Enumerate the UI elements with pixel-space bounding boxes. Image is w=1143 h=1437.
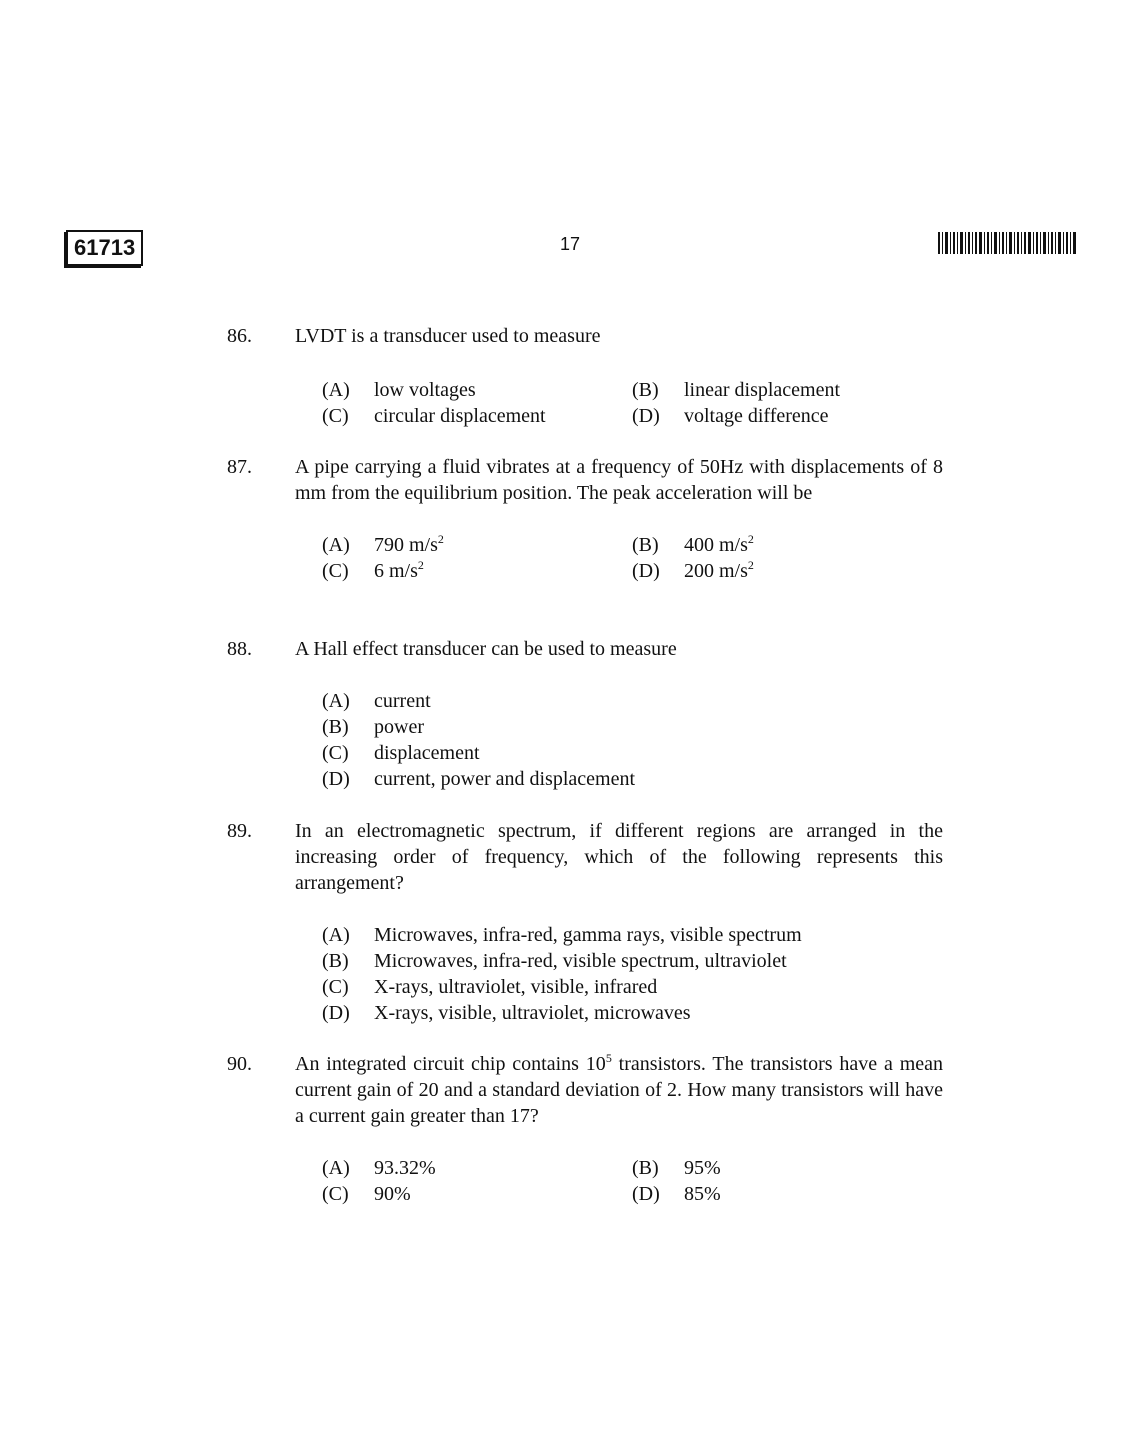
option-c [322, 974, 922, 1000]
option-label: (B) [632, 379, 659, 401]
option-label: (A) [322, 534, 350, 556]
option-a [322, 688, 922, 714]
option-d [632, 403, 932, 429]
option-label: (D) [322, 768, 350, 790]
question-number: 86. [227, 325, 252, 347]
question-text: In an electromagnetic spectrum, if different regions are arranged in the increasing order of frequency, which of the following represents this arrangement? [295, 820, 943, 894]
option-text: 95% [684, 1157, 721, 1179]
options [322, 922, 943, 1026]
option-label: (A) [322, 690, 350, 712]
superscript: 2 [747, 558, 754, 572]
option-b [632, 377, 932, 403]
question-88 [227, 636, 943, 792]
option-label: (B) [632, 1157, 659, 1179]
options [322, 688, 943, 792]
option-b [322, 948, 922, 974]
options [322, 532, 943, 584]
option-text: Microwaves, infra-red, visible spectrum, ultraviolet [374, 950, 787, 972]
option-text: 790 $m/s^2$ [374, 532, 444, 556]
option-text: low voltages [374, 379, 476, 401]
option-a [322, 1155, 632, 1181]
option-c [322, 403, 632, 429]
option-text: Microwaves, infra-red, gamma rays, visible spectrum [374, 924, 802, 946]
option-c [322, 558, 632, 584]
question-89 [227, 818, 943, 1026]
superscript: 2 [437, 532, 444, 546]
question-90 [227, 1051, 943, 1207]
question-text: LVDT is a transducer used to measure [295, 325, 601, 347]
option-b [632, 532, 932, 558]
option-label: (D) [632, 1183, 660, 1205]
option-text: circular displacement [374, 405, 546, 427]
option-text: 200 $m/s^2$ [684, 558, 754, 582]
option-text: X-rays, ultraviolet, visible, infrared [374, 976, 658, 998]
option-text: linear displacement [684, 379, 841, 401]
option-text: power [374, 716, 424, 738]
option-label: (A) [322, 1157, 350, 1179]
option-d [322, 1000, 922, 1026]
option-text: 93.32% [374, 1157, 436, 1179]
superscript: 5 [605, 1051, 612, 1065]
superscript: 2 [747, 532, 754, 546]
option-label: (C) [322, 405, 349, 427]
options [322, 377, 943, 429]
option-text: voltage difference [684, 405, 829, 427]
superscript: 2 [417, 558, 424, 572]
option-text: current, power and displacement [374, 768, 636, 790]
question-text: A pipe carrying a fluid vibrates at a frequency of 50Hz with displacements of 8 mm from the equilibrium position. The peak acceleration will be [295, 456, 943, 504]
option-text: 6 $m/s^2$ [374, 558, 424, 582]
option-text: current [374, 690, 431, 712]
option-label: (B) [322, 950, 349, 972]
option-label: (A) [322, 379, 350, 401]
option-text: 85% [684, 1183, 721, 1205]
question-number: 89. [227, 820, 252, 842]
option-text: X-rays, visible, ultraviolet, microwaves [374, 1002, 691, 1024]
option-a [322, 922, 922, 948]
option-a [322, 532, 632, 558]
option-label: (B) [632, 534, 659, 556]
question-86 [227, 323, 943, 429]
option-label: (C) [322, 976, 349, 998]
option-d [632, 1181, 932, 1207]
option-a [322, 377, 632, 403]
option-label: (D) [632, 560, 660, 582]
barcode [938, 232, 1078, 254]
question-text: An integrated circuit chip contains $10^5$ transistors. The transistors have a mean current gain of 20 and a standard deviation of 2. How many transistors will have a current gain greater than 17? [295, 1051, 943, 1127]
paper-code: 61713 [66, 230, 143, 266]
option-d [632, 558, 932, 584]
option-label: (C) [322, 1183, 349, 1205]
option-d [322, 766, 922, 792]
question-87 [227, 454, 943, 584]
option-label: (D) [632, 405, 660, 427]
option-label: (B) [322, 716, 349, 738]
question-text: A Hall effect transducer can be used to measure [295, 638, 677, 660]
question-number: 88. [227, 638, 252, 660]
option-label: (D) [322, 1002, 350, 1024]
option-label: (C) [322, 560, 349, 582]
option-text: displacement [374, 742, 480, 764]
option-label: (A) [322, 924, 350, 946]
question-number: 90. [227, 1053, 252, 1075]
options [322, 1155, 943, 1207]
question-number: 87. [227, 456, 252, 478]
option-c [322, 740, 922, 766]
option-label: (C) [322, 742, 349, 764]
option-text: 90% [374, 1183, 411, 1205]
option-c [322, 1181, 632, 1207]
option-b [632, 1155, 932, 1181]
page-number: 17 [560, 234, 581, 254]
option-text: 400 $m/s^2$ [684, 532, 754, 556]
option-b [322, 714, 922, 740]
